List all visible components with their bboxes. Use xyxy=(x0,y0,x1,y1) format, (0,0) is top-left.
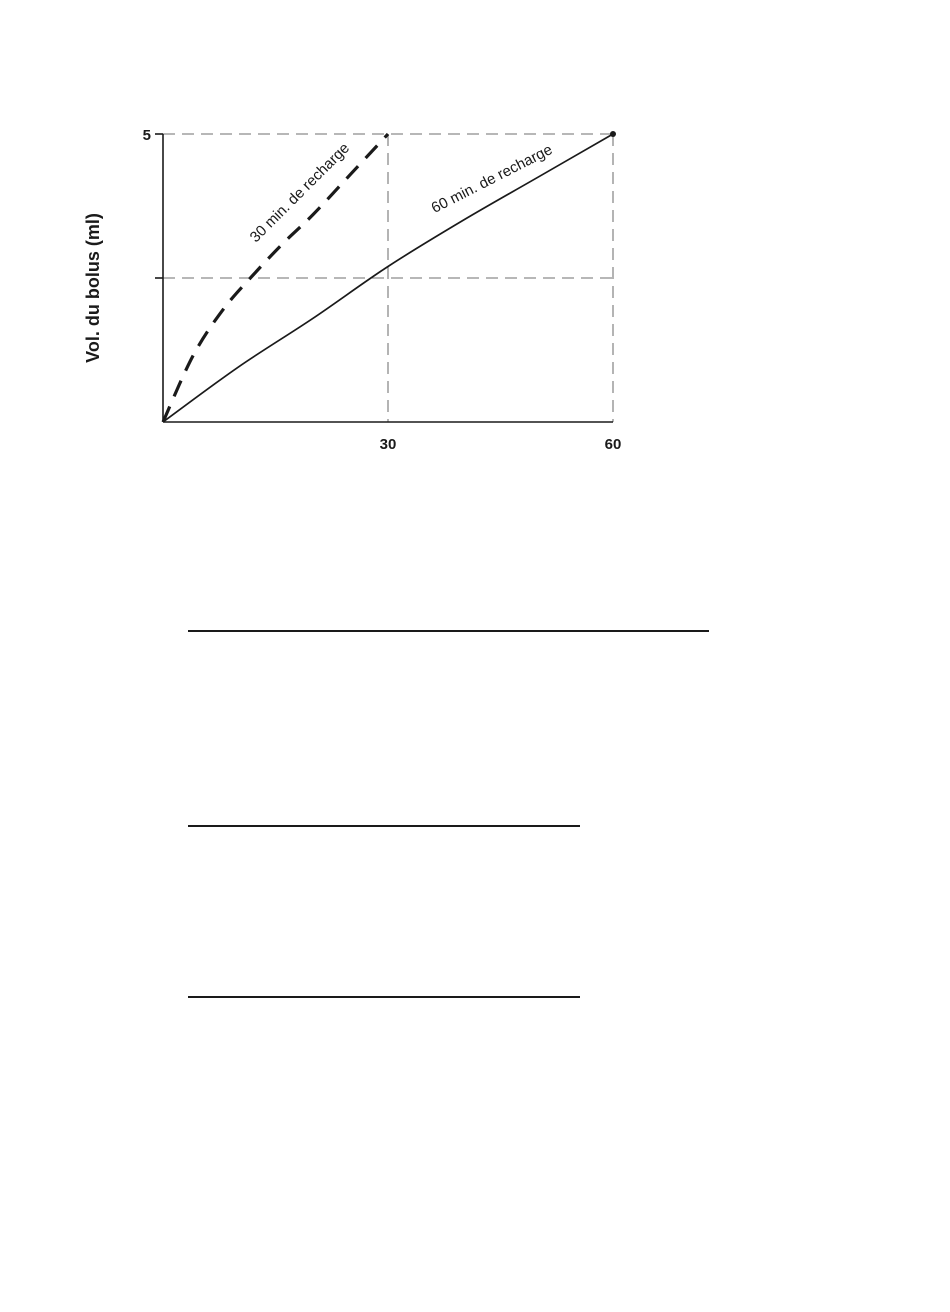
series-30-min-recharge-label: 30 min. de recharge xyxy=(246,139,354,247)
y-axis-title: Vol. du bolus (ml) xyxy=(83,213,103,363)
bolus-volume-chart xyxy=(0,0,950,560)
x-tick-label-60: 60 xyxy=(604,436,622,453)
series-60-min-recharge-label: 60 min. de recharge xyxy=(428,141,556,217)
y-tick-label-5: 5 xyxy=(142,127,151,144)
ticks xyxy=(143,127,622,453)
form-line-2 xyxy=(188,825,580,827)
reference-lines xyxy=(163,134,613,422)
x-tick-label-30: 30 xyxy=(379,436,397,453)
series-layer xyxy=(163,131,616,422)
form-line-1 xyxy=(188,630,709,632)
form-line-3 xyxy=(188,996,580,998)
series-60-min-recharge-end-point xyxy=(610,131,616,137)
